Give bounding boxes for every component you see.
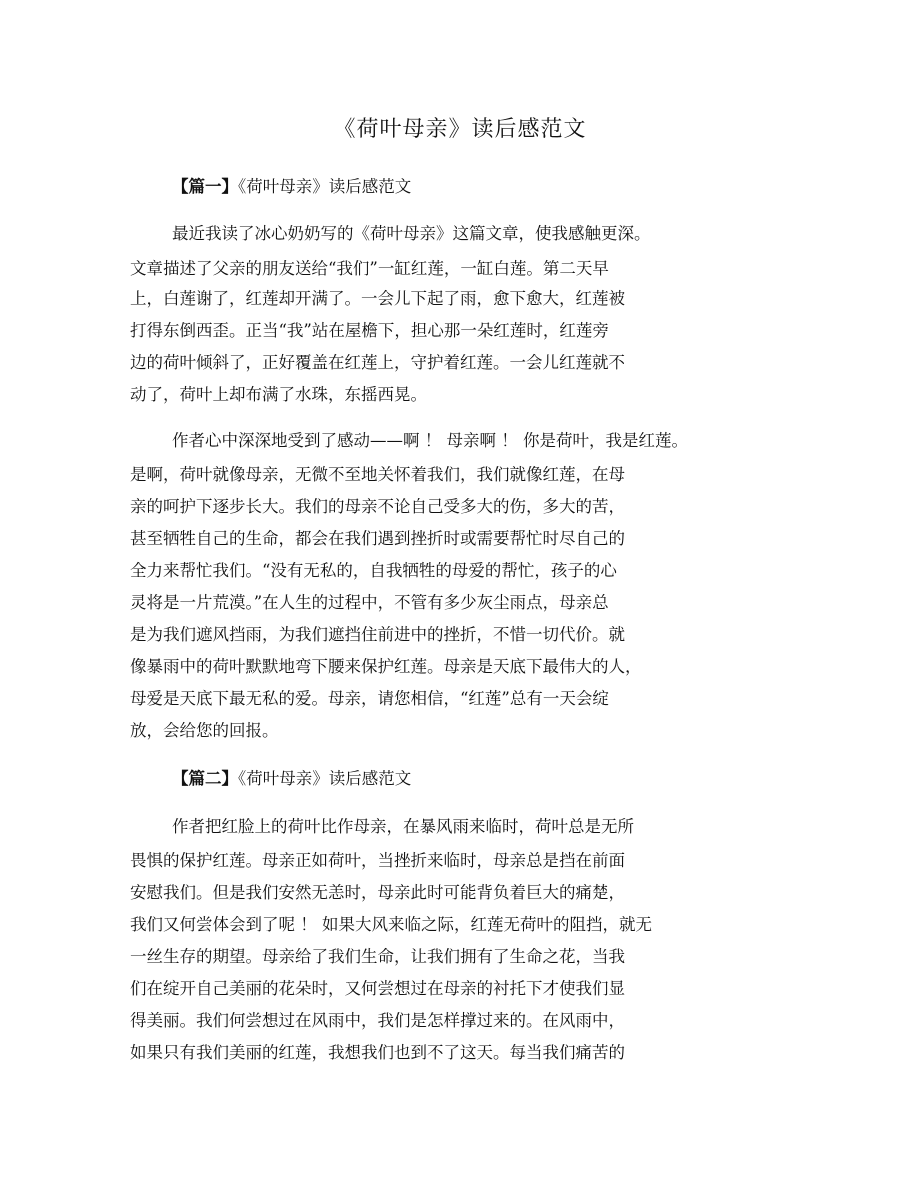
text-line: 一丝生存的期望。母亲给了我们生命，让我们拥有了生命之花，当我 (130, 947, 625, 966)
text-line: 打得东倒西歪。正当“我”站在屋檐下，担心那一朵红莲时，红莲旁 (130, 321, 609, 340)
section-heading-2 (172, 766, 411, 792)
text-line: 全力来帮忙我们。“没有无私的，自我牺牲的母爱的帮忙，孩子的心 (130, 561, 617, 580)
section-heading-1 (172, 174, 411, 200)
text-line: 作者心中深深地受到了感动——啊 ！ 母亲啊 ！ 你是荷叶，我是红莲。 (172, 431, 688, 450)
text-line: 文章描述了父亲的朋友送给“我们”一缸红莲，一缸白莲。第二天早 (130, 259, 609, 278)
text-line: 上，白莲谢了，红莲却开满了。一会儿下起了雨，愈下愈大，红莲被 (130, 289, 625, 308)
text-line: 畏惧的保护红莲。母亲正如荷叶，当挫折来临时，母亲总是挡在前面 (130, 851, 625, 870)
section-heading-text: 《荷叶母亲》读后感范文 (238, 769, 412, 788)
text-line: 动了，荷叶上却布满了水珠，东摇西晃。 (130, 385, 427, 404)
text-line: 像暴雨中的荷叶默默地弯下腰来保护红莲。母亲是天底下最伟大的人， (130, 657, 642, 676)
text-line: 灵将是一片荒漠。”在人生的过程中，不管有多少灰尘雨点，母亲总 (130, 593, 609, 612)
section-heading-bracket: 【篇二】 (172, 769, 238, 788)
text-line: 甚至牺牲自己的生命，都会在我们遇到挫折时或需要帮忙时尽自己的 (130, 529, 625, 548)
section-heading-text: 《荷叶母亲》读后感范文 (238, 177, 412, 196)
text-line: 最近我读了冰心奶奶写的《荷叶母亲》这篇文章，使我感触更深。 (172, 224, 651, 243)
section-heading-bracket: 【篇一】 (172, 177, 238, 196)
text-line: 母爱是天底下最无私的爱。母亲，请您相信，“红莲”总有一天会绽 (130, 689, 609, 708)
text-line: 作者把红脸上的荷叶比作母亲，在暴风雨来临时，荷叶总是无所 (172, 817, 634, 836)
text-line: 是为我们遮风挡雨，为我们遮挡住前进中的挫折，不惜一切代价。就 (130, 625, 625, 644)
text-line: 们在绽开自己美丽的花朵时，又何尝想过在母亲的衬托下才使我们显 (130, 979, 625, 998)
text-line: 如果只有我们美丽的红莲，我想我们也到不了这天。每当我们痛苦的 (130, 1043, 625, 1062)
text-line: 亲的呵护下逐步长大。我们的母亲不论自己受多大的伤，多大的苦， (130, 497, 625, 516)
text-line: 是啊，荷叶就像母亲，无微不至地关怀着我们，我们就像红莲，在母 (130, 465, 625, 484)
page-title: 《荷叶母亲》读后感范文 (333, 117, 587, 142)
text-line: 放，会给您的回报。 (130, 721, 279, 740)
text-line: 得美丽。我们何尝想过在风雨中，我们是怎样撑过来的。在风雨中， (130, 1011, 625, 1030)
text-line: 安慰我们。但是我们安然无恙时，母亲此时可能背负着巨大的痛楚， (130, 883, 625, 902)
text-line: 我们又何尝体会到了呢 ！ 如果大风来临之际，红莲无荷叶的阻挡，就无 (130, 915, 652, 934)
text-line: 边的荷叶倾斜了，正好覆盖在红莲上，守护着红莲。一会儿红莲就不 (130, 353, 625, 372)
